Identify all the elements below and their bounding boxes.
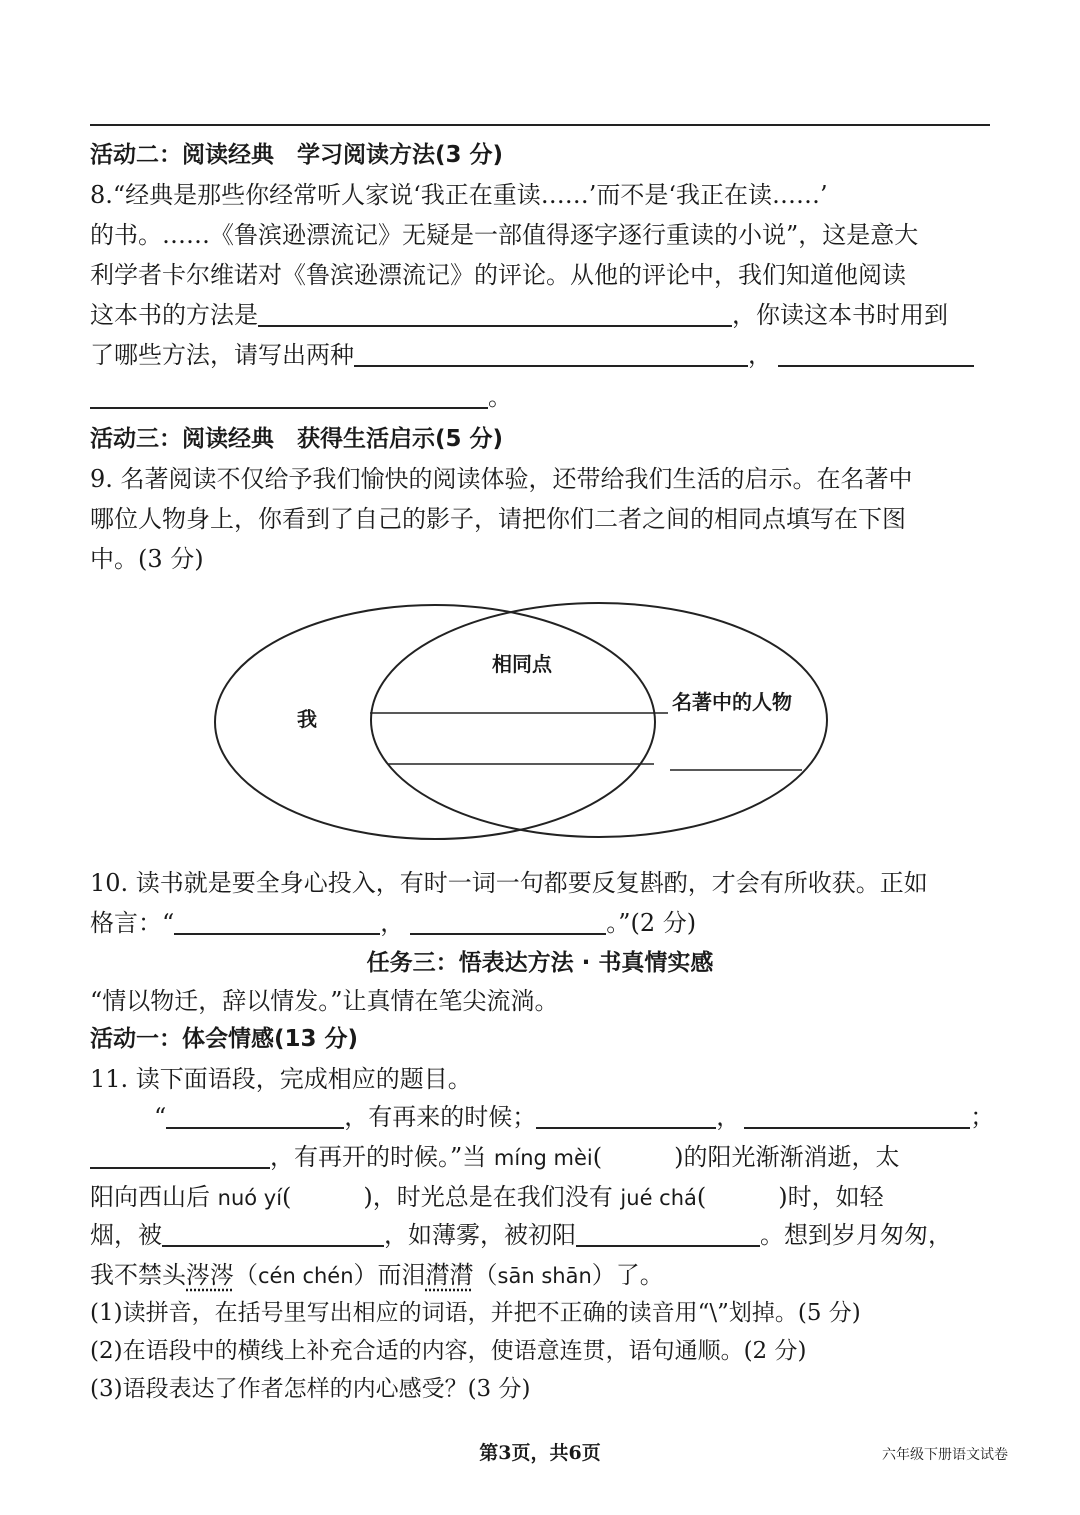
q8-line1: 8.“经典是那些你经常听人家说‘我正在重读……’而不是‘我正在读……’ — [90, 181, 828, 209]
q9-line3: 中。(3 分) — [90, 545, 204, 573]
page-number: 第3页，共6页 — [479, 1442, 601, 1464]
q11-sub2: (2)在语段中的横线上补充合适的内容，使语意连贯，语句通顺。(2 分) — [90, 1338, 807, 1364]
pinyin-cen-chen: cén chén — [258, 1264, 354, 1288]
passage-text: ， — [716, 1103, 741, 1131]
passage-blank-6[interactable] — [576, 1219, 760, 1247]
passage-text: 烟，被 — [90, 1221, 162, 1249]
q8-line4 — [90, 298, 948, 332]
q8-text: ， — [748, 341, 772, 369]
pinyin-san-shan: sān shān — [497, 1264, 592, 1288]
activity3-heading: 活动三：阅读经典 获得生活启示(5 分) — [90, 426, 504, 452]
passage-text: ，时光总是在我们没有 — [372, 1183, 621, 1211]
q10-text: ， — [380, 909, 405, 937]
passage-line3 — [90, 1180, 884, 1215]
passage-text: ，有再来的时候； — [344, 1103, 537, 1131]
passage-blank-2[interactable] — [536, 1101, 716, 1129]
q9-line1: 9. 名著阅读不仅给予我们愉快的阅读体验，还带给我们生活的启示。在名著中 — [90, 465, 913, 493]
passage-text: ，有再开的时候。”当 — [270, 1143, 494, 1171]
passage-line4 — [90, 1218, 952, 1252]
q11-sub3: (3)语段表达了作者怎样的内心感受？(3 分) — [90, 1376, 531, 1402]
q8-answer-blank-2[interactable] — [778, 339, 974, 367]
word-shan-shan: 潸潸 — [425, 1261, 474, 1289]
pinyin-jue-cha: jué chá — [620, 1186, 697, 1210]
paper-title: 六年级下册语文试卷 — [882, 1447, 1008, 1463]
passage-text: ，如薄雾，被初阳 — [384, 1221, 576, 1249]
q10-blank-1[interactable] — [174, 907, 380, 935]
q8-answer-blank-3[interactable] — [90, 381, 488, 409]
q8-text: 这本书的方法是 — [90, 301, 258, 329]
passage-line2 — [90, 1140, 899, 1175]
pinyin-nuo-yi: nuó yí — [217, 1186, 283, 1210]
task3-heading: 任务三：悟表达方法 · 书真情实感 — [366, 950, 714, 976]
q8-line5 — [90, 338, 974, 372]
activity1-heading: 活动一：体会情感(13 分) — [90, 1026, 359, 1052]
q8-text: 。 — [488, 383, 512, 411]
passage-line5: 我不禁头涔涔（cén chén）而泪潸潸（sān shān）了。 — [90, 1261, 664, 1289]
q9-line2: 哪位人物身上，你看到了自己的影子，请把你们二者之间的相同点填写在下图 — [90, 505, 906, 533]
passage-text: ； — [970, 1103, 995, 1131]
venn-right-ellipse — [371, 603, 827, 837]
q8-method-blank[interactable] — [258, 299, 732, 327]
passage-text: 的阳光渐渐消逝，太 — [683, 1143, 900, 1171]
passage-text: 。想到岁月匆匆， — [760, 1221, 952, 1249]
task3-quote: “情以物迁，辞以情发。”让真情在笔尖流淌。 — [90, 987, 559, 1015]
q10-blank-2[interactable] — [410, 907, 606, 935]
answer-paren-3[interactable]: ( ) — [696, 1183, 788, 1211]
venn-left-label: 我 — [297, 707, 317, 731]
passage-blank-4[interactable] — [90, 1141, 270, 1169]
passage-line1 — [154, 1100, 994, 1134]
passage-text: 阳向西山后 — [90, 1183, 218, 1211]
word-cen-chen: 涔涔 — [186, 1261, 234, 1289]
venn-diagram — [210, 600, 835, 845]
venn-right-label: 名著中的人物 — [672, 690, 792, 714]
passage-blank-1[interactable] — [166, 1101, 344, 1129]
pinyin-ming-mei: míng mèi — [493, 1146, 593, 1170]
q8-line6 — [90, 380, 512, 414]
answer-paren-1[interactable]: ( ) — [592, 1143, 684, 1171]
activity2-heading: 活动二：阅读经典 学习阅读方法(3 分) — [90, 142, 504, 168]
top-divider — [90, 124, 990, 126]
q10-line2 — [90, 906, 696, 940]
passage-text: 时，如轻 — [787, 1183, 884, 1211]
q11-sub1: (1)读拼音，在括号里写出相应的词语，并把不正确的读音用“\”划掉。(5 分) — [90, 1300, 861, 1326]
q8-text: ，你读这本书时用到 — [732, 301, 948, 329]
q11-intro: 11. 读下面语段，完成相应的题目。 — [90, 1065, 472, 1093]
q10-text: 。”(2 分) — [606, 909, 697, 937]
passage-text: “ — [154, 1103, 167, 1131]
answer-paren-2[interactable]: ( ) — [282, 1183, 373, 1211]
q8-line2: 的书。……《鲁滨逊漂流记》无疑是一部值得逐字逐行重读的小说”，这是意大 — [90, 221, 919, 249]
q10-text: 格言：“ — [90, 909, 175, 937]
q8-line3: 利学者卡尔维诺对《鲁滨逊漂流记》的评论。从他的评论中，我们知道他阅读 — [90, 261, 906, 289]
passage-text: 我不禁头 — [90, 1261, 186, 1289]
q8-answer-blank-1[interactable] — [354, 339, 748, 367]
q10-line1: 10. 读书就是要全身心投入，有时一词一句都要反复斟酌，才会有所收获。正如 — [90, 869, 928, 897]
passage-blank-5[interactable] — [162, 1219, 384, 1247]
passage-text: 了。 — [615, 1261, 664, 1289]
venn-left-ellipse — [215, 605, 655, 839]
q8-text: 了哪些方法，请写出两种 — [90, 341, 354, 369]
passage-text: 而泪 — [377, 1261, 426, 1289]
venn-center-label: 相同点 — [492, 652, 552, 676]
passage-blank-3[interactable] — [744, 1101, 970, 1129]
